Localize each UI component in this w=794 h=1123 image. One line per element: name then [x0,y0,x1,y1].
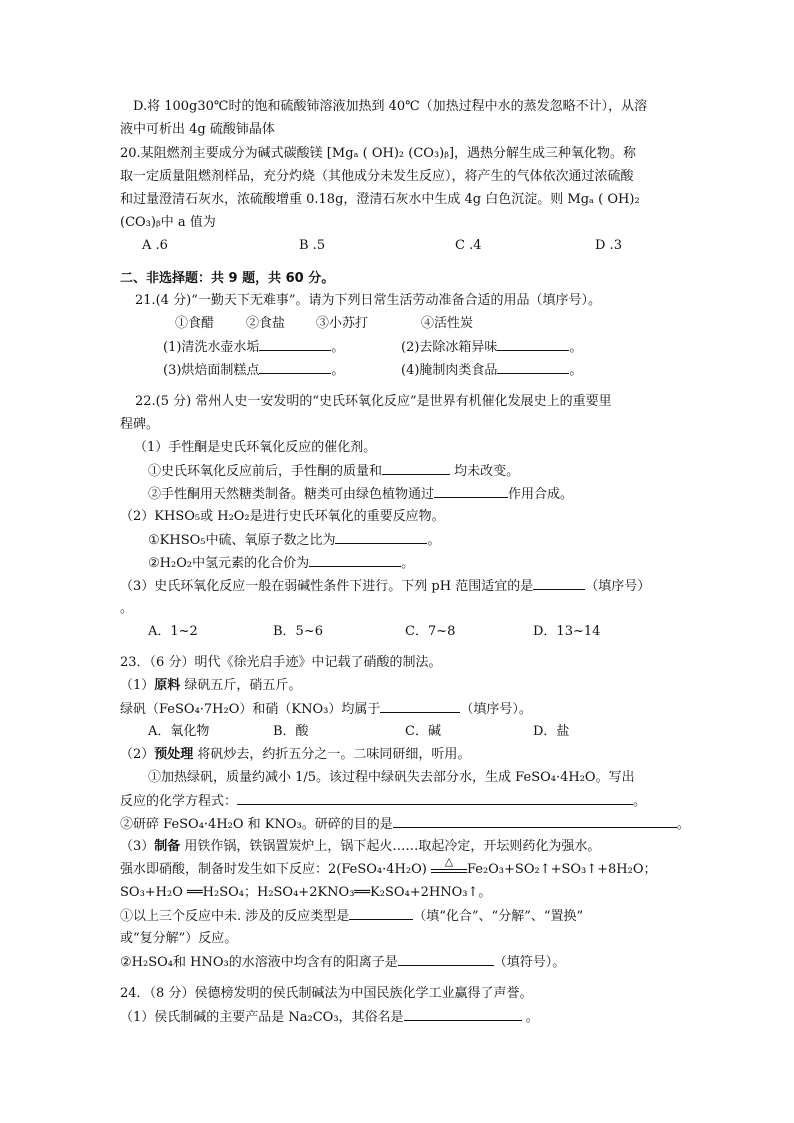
q21-part-1-end: 。 [331,340,345,355]
q21-part-1 [163,338,344,357]
q21-part-2 [401,338,582,357]
q21-part-2-label: (2)去除冰箱异味 [401,340,498,355]
q21-part-1-label: (1)清洗水壶水垢 [163,340,260,355]
q23-part-1-text: 绿矾五斤，硝五斤。 [180,678,302,693]
q23-part-2a-end: 。 [633,794,647,809]
q23-part-2a-equation-label: 反应的化学方程式： [120,794,238,809]
q23-part-3a [120,907,583,926]
q22-part-3-answer-blank[interactable] [533,577,585,590]
q23-part-2-num: （2） [120,747,155,762]
q21-stem: 21.(4 分)“一勤天下无难事”。请为下列日常生活劳动准备合适的用品（填序号）。 [135,293,602,308]
q24-part-1-end: 。 [525,1010,539,1025]
q19-option-d-line1: D.将 100g30℃时的饱和硫酸铈溶液加热到 40℃（加热过程中水的蒸发忽略不计），从溶 [133,99,648,114]
q22-part-2b-answer-blank[interactable] [309,554,401,567]
q20-option-b: B .5 [299,238,326,253]
q23-part-1-num: （1） [120,678,155,693]
q22-part-2a-text: ①KHSO₅中硫、氧原子数之比为 [148,533,336,548]
q22-stem-line1: 22.(5 分) 常州人史一安发明的“史氏环氧化反应”是世界有机催化发展史上的重要里 [135,394,612,409]
q23-part-2b-answer-blank[interactable] [393,815,677,828]
q23-part-2-text: 将矾炒去，约折五分之一。二味同研细，听用。 [193,747,471,762]
q23-part-2a-answer-blank[interactable] [237,792,633,805]
q23-part-3a-line2: 或“复分解”）反应。 [120,931,238,946]
q22-part-2b-end: 。 [401,556,415,571]
q21-part-4-label: (4)腌制肉类食品 [401,363,498,378]
q19-option-d-line2: 液中可析出 4g 硫酸铈晶体 [120,122,275,137]
q22-part-2b-text: ②H₂O₂中氢元素的化合价为 [148,556,310,571]
q20-option-a: A .6 [142,238,168,253]
q21-part-4 [401,361,582,380]
q23-part-2b [120,815,690,834]
q22-part-2: （2）KHSO₅或 H₂O₂是进行史氏环氧化的重要反应物。 [120,509,445,524]
q23-part-3b-text: ②H₂SO₄和 HNO₃的水溶液中均含有的阳离子是 [120,955,398,970]
q21-part-3-end: 。 [331,363,345,378]
q23-reaction-1 [120,855,657,879]
q23-part-2b-text: ②研碎 FeSO₄·4H₂O 和 KNO₃。研碎的目的是 [120,817,393,832]
q21-part-2-end: 。 [569,340,583,355]
q23-part-3a-text: ①以上三个反应中未. 涉及的反应类型是 [120,909,350,924]
q20-option-c: C .4 [455,238,482,253]
q23-part-1-question [120,700,532,719]
q24-part-1 [120,1008,539,1027]
q21-part-1-answer-blank[interactable] [259,338,331,351]
q23-part-2b-end: 。 [676,817,690,832]
q21-item-3: ③小苏打 [316,316,369,331]
q23-stem: 23．（6 分）明代《徐光启手迹》中记载了硝酸的制法。 [120,655,442,670]
q22-part-1b-tail: 作用合成。 [508,487,574,502]
q22-stem-line2: 程碑。 [120,417,160,432]
q23-part-1-question-text: 绿矾（FeSO₄·7H₂O）和硝（KNO₃）均属于 [120,702,381,717]
q20-option-d: D .3 [595,238,622,253]
q21-item-4: ④活性炭 [421,316,474,331]
q22-part-3-tail: （填序号） [585,579,651,594]
q23-part-3-num: （3） [120,839,155,854]
q24-part-1-text: （1）侯氏制碱的主要产品是 Na₂CO₃，其俗名是 [120,1010,404,1025]
q22-part-1a-text: ①史氏环氧化反应前后，手性酮的质量和 [148,464,383,479]
q22-part-3-text: （3）史氏环氧化反应一般在弱碱性条件下进行。下列 pH 范围适宜的是 [120,579,534,594]
q23-part-3b-answer-blank[interactable] [398,953,494,966]
q22-part-1b-text: ②手性酮用天然糖类制备。糖类可由绿色植物通过 [148,487,435,502]
q20-stem-line4: (CO₃)ᵦ中 a 值为 [120,215,216,230]
q22-part-1: （1）手性酮是史氏环氧化反应的催化剂。 [134,440,377,455]
q21-part-3-answer-blank[interactable] [259,361,331,374]
q21-part-4-end: 。 [569,363,583,378]
q22-part-1a [148,462,519,481]
q23-reaction-1-right: Fe₂O₃+SO₂↑+SO₃↑+8H₂O； [466,862,657,877]
q23-reaction-2-3: SO₃+H₂O ══H₂SO₄；H₂SO₄+2KNO₃══K₂SO₄+2HNO₃↑。 [120,885,492,900]
q20-stem-line1: 20.某阻燃剂主要成分为碱式碳酸镁 [Mgₐ ( OH)₂ (CO₃)ᵦ]，遇热分解生成三种氧化物。称 [120,146,637,161]
section-2-heading: 二、非选择题：共 9 题，共 60 分。 [120,271,335,286]
q23-part-1-question-tail: （填序号）。 [460,702,532,717]
q23-part-3b [120,953,565,972]
q22-part-2a-answer-blank[interactable] [335,531,427,544]
q22-part-1b [148,485,573,504]
q22-option-b: B．5~6 [273,624,323,639]
q22-part-1a-answer-blank[interactable] [382,462,450,475]
heat-triangle-icon: △ [444,855,454,868]
q22-part-2b [148,554,414,573]
q23-part-3 [120,838,600,856]
q23-part-3a-tail: （填“化合”、“分解”、“置换” [413,909,584,924]
q22-part-2a [148,531,441,550]
q23-option-c: C．碱 [405,724,441,739]
q23-option-a: A．氧化物 [148,724,210,739]
q22-option-c: C．7~8 [405,624,456,639]
q23-part-2a: ①加热绿矾，质量约减小 1/5。该过程中绿矾失去部分水，生成 FeSO₄·4H₂O。写出 [148,770,635,785]
q24-part-1-answer-blank[interactable] [404,1008,522,1021]
q23-part-3a-answer-blank[interactable] [349,907,413,920]
q21-part-3-label: (3)烘焙面制糕点 [163,363,260,378]
q22-part-1b-answer-blank[interactable] [434,485,508,498]
q23-part-1-answer-blank[interactable] [380,700,460,713]
q22-option-d: D．13~14 [533,624,601,639]
q24-stem: 24．（8 分）侯德榜发明的侯氏制碱法为中国民族化学工业赢得了声誉。 [120,986,533,1001]
q21-part-4-answer-blank[interactable] [497,361,569,374]
q23-reaction-1-left: 强水即硝酸，制备时发生如下反应：2(FeSO₄·4H₂O) [120,862,431,877]
q21-part-2-answer-blank[interactable] [497,338,569,351]
q20-stem-line3: 和过量澄清石灰水，浓硫酸增重 0.18g，澄清石灰水中生成 4g 白色沉淀。则 Mgₐ ( OH)₂ [120,192,640,207]
q23-part-3-keyword: 制备 [154,839,181,854]
q23-part-1 [120,677,301,695]
q23-part-2-keyword: 预处理 [154,747,194,762]
q23-part-2 [120,746,470,764]
heat-condition-arrow [431,855,467,873]
q21-part-3 [163,361,344,380]
q20-stem-line2: 取一定质量阻燃剂样品，充分灼烧（其他成分未发生反应），将产生的气体依次通过浓硫酸 [120,169,634,184]
q23-part-1-keyword: 原料 [154,678,181,693]
q22-part-3 [120,577,650,596]
q22-part-2a-end: 。 [427,533,441,548]
q22-option-a: A．1~2 [148,624,198,639]
q23-option-b: B．酸 [273,724,309,739]
q22-part-3-end: 。 [120,601,134,616]
q23-part-3b-tail: （填符号）。 [493,955,566,970]
q23-option-d: D．盐 [533,724,570,739]
q23-part-3-text: 用铁作锅，铁锅置炭炉上，锅下起火……取起冷定，开坛则药化为强水。 [180,839,601,854]
q21-item-2: ②食盐 [246,316,286,331]
q23-part-2a-equation [120,792,646,811]
q21-item-1: ①食醋 [175,316,215,331]
q22-part-1a-tail: 均未改变。 [454,464,520,479]
